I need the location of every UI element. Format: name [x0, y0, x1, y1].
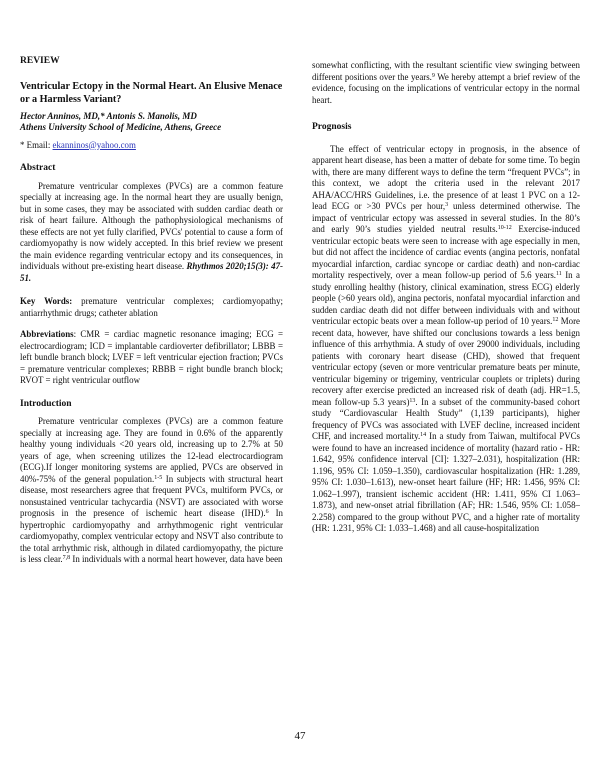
abbreviations-text: : CMR = cardiac magnetic resonance imaging; ECG = electrocardiogram; ICD = implantable cardioverter defibrillator; LBBB = left bundle branch block; LVEF = left ventricular ejection fraction; PVCs = premature ventricular complexes; RBBB = right bundle branch block; RVOT = right ventricular outflow [20, 329, 283, 385]
keywords-text: premature ventricular complexes; cardiomyopathy; antiarrhythmic drugs; catheter ablation [20, 296, 283, 318]
keywords [20, 296, 283, 319]
cont-text-a: somewhat conflicting, with the resultant scientific view swinging between different positions over the years. [312, 60, 580, 82]
left-column [20, 54, 283, 566]
prog-text: In a study enrolling healthy (history, clinical examination, stress ECG) elderly people (>60 years old), angina pectoris, nonfatal myocardial infarction and sudden cardiac death did not differ between individuals with and without ventricular ectopic beats over a mean follow-up period of 10 years. [312, 270, 580, 326]
page-number: 47 [294, 730, 306, 742]
ref: 13 [409, 397, 416, 404]
intro-text-a: Premature ventricular complexes (PVCs) are a common feature specially at increasing age. They are found in 0.6% of the apparently healthy young individuals <20 years old, increasing up to 2.7% at 50 years of age, when screening utilizes the 12-lead electrocardiogram (ECG).If longer monitoring systems are applied, PVCs are observed in 40%-75% of the general population. [20, 416, 283, 484]
ref: 7,8 [62, 555, 71, 561]
ref: 14 [420, 432, 427, 438]
author-block [20, 111, 283, 134]
article-title: Ventricular Ectopy in the Normal Heart. An Elusive Menace or a Harmless Variant? [20, 80, 283, 105]
prog-text: More recent data, however, have shifted our conclusions towards a less benign influence of this arrhythmia. A study of over 29000 individuals, including patients with coronary heart disease (CHD), showed that frequent ventricular ectopy (seven or more ventricular premature beats per minute, ventricular bigeminy or trigeminy, ventricular couplets or triplets) during recovery after exercise predicted an increased risk of death (adj. HR=1.5, mean follow-up 5.3 years) [312, 316, 580, 407]
prog-text: In a study from Taiwan, multifocal PVCs were found to have an increased incidence of mortality (hazard ratio - HR: 1.642, 95% confidence interval [CI]: 1.327–2.031), hospitalization (HR: 1.196, 95% CI: 1.059–1.350), cardiovascular hospitalization (HR: 1.289, 95% CI: 1.030–1.613), new-onset heart failure (HF; HR: 1.456, 95% CI: 1.062–1.997), transient ischemic accident (HR: 1.411, 95% CI 1.063–1.873), and new-onset atrial fibrillation (AF; HR: 1.546, 95% CI: 1.058–2.258) compared to the group without PVC, and a higher rate of mortality (HR: 1.231, 95% CI: 1.033–1.468) and all cause-hospitalization [312, 431, 580, 533]
ref: 12 [552, 317, 559, 323]
prog-text: unless determined otherwise. The impact of ventricular ectopy was assessed in several studies. In the 80’s and early 90’s studies yielded neutral results. [312, 201, 580, 234]
affiliation: Athens University School of Medicine, Athens, Greece [20, 122, 222, 132]
abstract-heading: Abstract [20, 163, 56, 173]
ref: 10-12 [497, 225, 512, 231]
introduction-paragraph [20, 416, 283, 566]
citation: Rhythmos 2020;15(3): 47-51. [20, 261, 283, 283]
abbreviations [20, 329, 283, 387]
abbreviations-label: Abbreviations [20, 329, 74, 339]
email-label: * Email: [20, 139, 53, 150]
email-line [20, 140, 283, 152]
abstract-text [20, 181, 283, 285]
prog-text: Exercise-induced ventricular ectopic beats were seen to increase with age especially in men, but did not affect the incidence of cardiac events (angina pectoris, nonfatal myocardial infarction, cardiac syncope or cardiac death) and non-cardiac mortality respectively, over a mean follow-up period of 5.6 years. [312, 224, 580, 280]
right-column [312, 60, 580, 535]
prog-text: . In a subset of the community-based cohort study “Cardiovascular Health Study” (1,139 participants), higher frequency of PVCs was associated with LVEF decline, increased incident CHF, and increased mortality. [312, 396, 580, 441]
ref: 3 [445, 202, 449, 208]
prognosis-heading: Prognosis [312, 122, 352, 132]
cont-text-b: We hereby attempt a brief review of the evidence, focusing on the implications of ventricular ectopy in the normal heart. [312, 71, 580, 105]
email-link[interactable]: ekanninos@yahoo.com [52, 139, 136, 150]
introduction-heading: Introduction [20, 398, 72, 409]
ref: 11 [556, 271, 562, 277]
section-tag: REVIEW [20, 56, 60, 66]
authors: Hector Anninos, MD,* Antonis S. Manolis, MD [20, 110, 197, 121]
ref: 9 [431, 72, 435, 79]
ref: 6 [265, 509, 269, 515]
ref: 1-5 [154, 474, 163, 481]
prog-text: The effect of ventricular ectopy in prognosis, in the absence of apparent heart disease, has been a matter of debate for some time. To begin with, there are many different ways to define the term “frequent PVCs”; in this context, we adopt the criteria used in the relevant 2017 AHA/ACC/HRS Guidelines, i.e. the presence of at least 1 PVC on a 12-lead ECG or >30 PVCs per hour, [312, 143, 580, 211]
continued-paragraph [312, 60, 580, 106]
abstract-body: Premature ventricular complexes (PVCs) are a common feature specially at increasing age. In the normal heart they are usually benign, but in some cases, they may be associated with sudden cardiac death or risk of heart failure. Although the pathophysiological mechanisms of these effects are not yet fully clarified, PVCs' potential to cause a form of cardiomyopathy is now widely accepted. In this brief review we present the main evidence regarding ventricular ectopy and its consequences, in individuals without pre-existing heart disease. [20, 180, 283, 271]
intro-text-c: In hypertrophic cardiomyopathy and arrhythmogenic right ventricular cardiomyopathy, complex ventricular ectopy and NSVT also contribute to the total arrhythmic risk, although in dilated cardiomyopathy, the picture is less clear. [20, 508, 283, 564]
intro-text-d: In individuals with a normal heart however, data have been [70, 554, 283, 564]
prognosis-paragraph [312, 144, 580, 535]
intro-text-b: In subjects with structural heart disease, most researchers agree that frequent PVCs, multiform PVCs, or nonsustained ventricular tachycardia (NSVT) are associated with worse prognosis in the presence of ischemic heart disease (IHD). [20, 473, 283, 518]
keywords-label: Key Words: [20, 296, 73, 306]
